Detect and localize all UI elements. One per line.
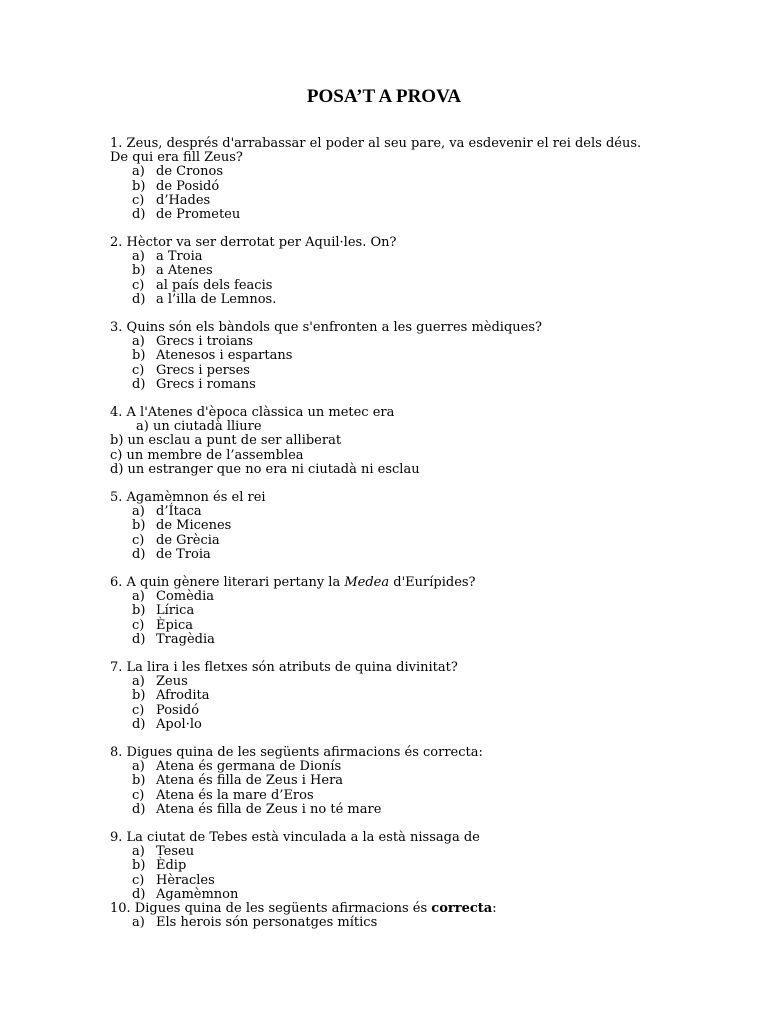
option-b: b) a Atenes bbox=[132, 263, 213, 279]
question-text: De qui era fill Zeus? bbox=[110, 150, 243, 166]
question-text: 10. Digues quina de les següents afirmacions és correcta: bbox=[110, 901, 497, 916]
option-c: c) d’Hades bbox=[132, 192, 211, 208]
option-d: d) de Troia bbox=[132, 546, 211, 562]
option-a: a) d’Ítaca bbox=[132, 504, 202, 520]
question-text: 6. A quin gènere literari pertany la Medea d'Eurípides? bbox=[110, 575, 476, 590]
question-8 bbox=[110, 746, 710, 817]
option-a: a) Comèdia bbox=[132, 589, 215, 605]
option-b: b) Èdip bbox=[132, 858, 187, 874]
option-d: d) Apol·lo bbox=[132, 716, 202, 732]
option-c: c) Èpica bbox=[132, 617, 194, 633]
question-text: 7. La lira i les fletxes són atributs de quina divinitat? bbox=[110, 660, 458, 675]
option-b: b) de Posidó bbox=[132, 178, 220, 194]
option-a: a) Teseu bbox=[132, 844, 195, 860]
question-6 bbox=[110, 576, 710, 647]
option-c: c) Hèracles bbox=[132, 872, 215, 888]
question-text: 1. Zeus, després d'arrabassar el poder al seu pare, va esdevenir el rei dels déus. bbox=[110, 136, 642, 151]
option-c: c) Posidó bbox=[132, 702, 200, 718]
emphasis: correcta bbox=[431, 901, 493, 916]
option-c: c) al país dels feacis bbox=[132, 277, 273, 293]
option-b: b) Afrodita bbox=[132, 688, 210, 704]
question-text: 5. Agamèmnon és el rei bbox=[110, 490, 266, 505]
option-a: a) Zeus bbox=[132, 674, 188, 690]
option-d: d) Agamèmnon bbox=[132, 886, 239, 902]
option-a: a) un ciutadà lliure bbox=[136, 419, 262, 435]
option-d: d) de Prometeu bbox=[132, 206, 241, 222]
question-9 bbox=[110, 831, 710, 902]
option-b: b) Atena és filla de Zeus i Hera bbox=[132, 773, 344, 789]
question-text: 4. A l'Atenes d'època clàssica un metec era bbox=[110, 405, 395, 420]
page-title: POSA’T A PROVA bbox=[306, 86, 462, 107]
option-b: b) Atenesos i espartans bbox=[132, 348, 293, 364]
option-c: c) Atena és la mare d’Eros bbox=[132, 787, 314, 803]
question-4 bbox=[110, 406, 710, 477]
option-d: d) un estranger que no era ni ciutadà ni esclau bbox=[110, 461, 420, 477]
option-a: a) Atena és germana de Dionís bbox=[132, 759, 342, 775]
option-a: a) Els herois són personatges mítics bbox=[132, 915, 378, 931]
option-a: a) Grecs i troians bbox=[132, 334, 253, 350]
question-text: 3. Quins són els bàndols que s'enfronten a les guerres mèdiques? bbox=[110, 320, 542, 335]
option-b: b) Lírica bbox=[132, 603, 195, 619]
question-1 bbox=[110, 137, 710, 222]
option-c: c) de Grècia bbox=[132, 532, 220, 548]
option-c: c) Grecs i perses bbox=[132, 362, 250, 378]
option-c: c) un membre de l’assemblea bbox=[110, 447, 304, 463]
question-text: 8. Digues quina de les següents afirmacions és correcta: bbox=[110, 745, 483, 760]
question-5 bbox=[110, 491, 710, 562]
option-a: a) de Cronos bbox=[132, 164, 224, 180]
question-text: 2. Hèctor va ser derrotat per Aquil·les. On? bbox=[110, 235, 397, 250]
option-d: d) Atena és filla de Zeus i no té mare bbox=[132, 801, 382, 817]
question-2 bbox=[110, 236, 710, 307]
question-7 bbox=[110, 661, 710, 732]
option-a: a) a Troia bbox=[132, 249, 203, 265]
option-d: d) Grecs i romans bbox=[132, 376, 256, 392]
option-b: b) un esclau a punt de ser alliberat bbox=[110, 433, 342, 449]
work-title: Medea bbox=[344, 575, 390, 590]
option-b: b) de Micenes bbox=[132, 518, 232, 534]
question-10 bbox=[110, 902, 710, 930]
question-3 bbox=[110, 321, 710, 392]
question-text: 9. La ciutat de Tebes està vinculada a la està nissaga de bbox=[110, 830, 480, 845]
option-d: d) Tragèdia bbox=[132, 631, 215, 647]
option-d: d) a l’illa de Lemnos. bbox=[132, 291, 277, 307]
